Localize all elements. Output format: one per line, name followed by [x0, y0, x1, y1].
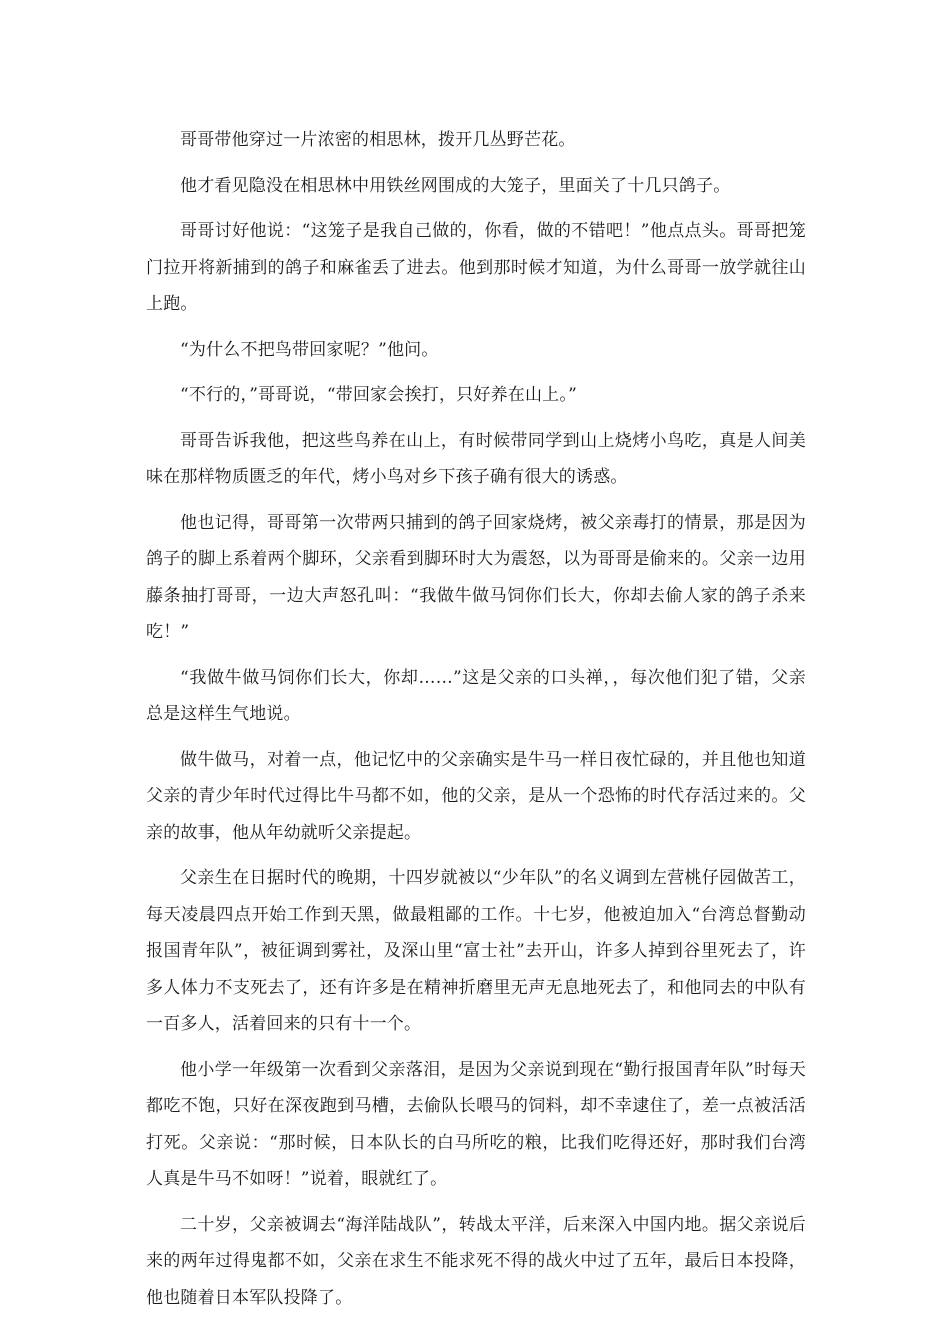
paragraph: “我做牛做马饲你们长大，你却……”这是父亲的口头禅，，每次他们犯了错，父亲总是这样生气地说。 [146, 667, 806, 724]
paragraph: 做牛做马，对着一点，他记忆中的父亲确实是牛马一样日夜忙碌的，并且他也知道父亲的青少年时代过得比牛马都不如，他的父亲，是从一个恐怖的时代存活过来的。父亲的故事，他从年幼就听父亲提起。 [146, 749, 806, 843]
paragraph: 哥哥讨好他说：“这笼子是我自己做的，你看，做的不错吧！”他点点头。哥哥把笼门拉开将新捕到的鸽子和麻雀丢了进去。他到那时候才知道，为什么哥哥一放学就往山上跑。 [146, 221, 806, 314]
paragraph: 他小学一年级第一次看到父亲落泪，是因为父亲说到现在“勤行报国青年队”时每天都吃不饱，只好在深夜跑到马槽，去偷队长喂马的饲料，却不幸逮住了，差一点被活活打死。父亲说：“那时候，日本队长的白马所吃的粮，比我们吃得还好，那时我们台湾人真是牛马不如呀！”说着，眼就红了。 [146, 1059, 806, 1189]
paragraph: 父亲生在日据时代的晚期，十四岁就被以“少年队”的名义调到左营桃仔园做苦工，每天凌晨四点开始工作到天黑，做最粗鄙的工作。十七岁，他被迫加入“台湾总督勤动报国青年队”，被征调到雾社，及深山里“富士社”去开山，许多人掉到谷里死去了，许多人体力不支死去了，还有许多是在精神折磨里无声无息地死去了，和他同去的中队有一百多人，活着回来的只有十一个。 [146, 868, 806, 1034]
paragraph: 哥哥带他穿过一片浓密的相思林，拨开几丛野芒花。 [180, 130, 576, 150]
paragraph: 他才看见隐没在相思林中用铁丝网围成的大笼子，里面关了十几只鸽子。 [180, 175, 731, 196]
paragraph: “不行的，”哥哥说，“带回家会挨打，只好养在山上。” [180, 385, 577, 405]
document-body [146, 122, 806, 1316]
paragraph: 哥哥告诉我他，把这些鸟养在山上，有时候带同学到山上烧烤小鸟吃，真是人间美味在那样物质匮乏的年代，烤小鸟对乡下孩子确有很大的诱惑。 [146, 430, 806, 487]
paragraph: 二十岁，父亲被调去“海洋陆战队”，转战太平洋，后来深入中国内地。据父亲说后来的两年过得鬼都不如，父亲在求生不能求死不得的战火中过了五年，最后日本投降，他也随着日本军队投降了。 [146, 1214, 806, 1308]
paragraph: 他也记得，哥哥第一次带两只捕到的鸽子回家烧烤，被父亲毒打的情景，那是因为鸽子的脚上系着两个脚环，父亲看到脚环时大为震怒，以为哥哥是偷来的。父亲一边用藤条抽打哥哥，一边大声怒孔叫：“我做牛做马饲你们长大，你却去偷人家的鸽子杀来吃！” [146, 512, 806, 642]
paragraph: “为什么不把鸟带回家呢？”他问。 [180, 339, 439, 360]
